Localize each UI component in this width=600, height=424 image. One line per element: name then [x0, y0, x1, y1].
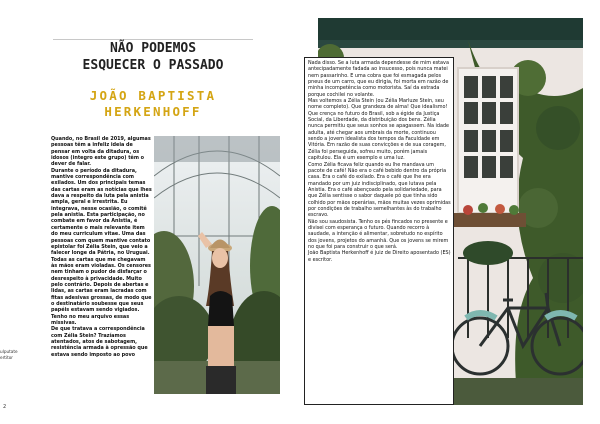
author-bio: João Baptista Herkenhoff é juiz de Direito aposentado (ES) e escritor.: [308, 250, 451, 263]
article-title: NÃO PODEMOS ESQUECER O PASSADO: [82, 41, 224, 73]
paragraph: Nada disso. Se a luta armada dependesse de mim estava antecipadamente fadada ao insucesso, pois nunca matei nem passarinho. E uma cobra que foi esmagada pelos pneus de um carro, que eu dirigia, foi morta em razão de minha incompetência como motorista. Saí da estrada porque cochilei no volante.: [308, 60, 449, 98]
paragraph: Todas as cartas que me chegavam às mãos eram violadas. Os censores nem tinham o pudor de disfarçar o desrespeito à privacidade. Muito pelo contrário. Depois de abertas e lidas, as cartas eram lacradas com fitas adesivas grossas, de modo que o destinatário soubesse que seus papéis estavam sendo vigiados. Tenho no meu arquivo essas missivas.: [51, 256, 152, 326]
greenhouse-illustration: [154, 136, 280, 394]
paragraph: Quando, no Brasil de 2019, algumas pessoas têm a infeliz ideia de pensar em volta da ditadura, os idosos (integro este grupo) têm o dever de falar.: [51, 136, 151, 168]
right-text-box: [304, 57, 454, 405]
paragraph: Como Zélia ficava feliz quando eu lhe mandava um pacote de café! Não era o café bebido dentro da própria casa. Era o café do exilado. Era o café que lhe era mandado por um juiz indisciplinado, que lutava pela Anistia. Era o café abençoado pela solidariedade, para que Zélia sentisse o sabor daquele pó que tinha sido colhido por mãos operárias, mãos muitas vezes oprimidas por condições de trabalho semelhantes às do trabalho escravo.: [308, 161, 451, 219]
paragraph: Mas voltemos a Zélia Stein (ou Zélia Marluze Stein, seu nome completo). Que grandeza de alma! Que idealismo! Que crença no futuro do Brasil, sob a égide da Justiça Social, da Liberdade, da distribuição dos bens. Zélia nunca permitiu que seus sonhos se apagassem. Na idade adulta, até chegar aos umbrais da morte, continuou sendo a jovem idealista dos tempos da Faculdade em Vitória. Em razão de suas convicções e de sua coragem, Zélia foi perseguida, sofreu muito, porém jamais capitulou. Ela é um exemplo e uma luz.: [308, 98, 450, 162]
page-number: 2: [3, 404, 7, 410]
paragraph: Durante o período da ditadura, mantive correspondência com exilados. Um dos principais temas das cartas eram as notícias que lhes dava a respeito da luta pela anistia ampla, geral e irrestrita. Eu integrava, nesse ocasião, o comitê pela anistia. Esta participação, no combate em favor da Anistia, é certamente o mais relevante item do meu curriculum vitae. Uma das pessoas com quem mantive contato epistolar foi Zélia Stein, que veio a falecer longe da Pátria, no Uruguai.: [51, 167, 152, 257]
left-text-column: [51, 136, 152, 396]
article-author: JOÃO BAPTISTA HERKENHOFF: [89, 88, 217, 119]
paragraph: Não sou saudosista. Tenho os pés fincados no presente e divisei com esperança o futuro. Quando recorro à saudade, a intenção é alimentar, sobretudo no espírito dos jovens, projetos do amanhã. Que os jovens se mirem no que foi para construir o que será.: [308, 218, 449, 250]
margin-note: ulputate ertitor: [0, 349, 18, 360]
greenhouse-photo: [154, 136, 280, 394]
paragraph: De que tratava a correspondência com Zélia Stein? Trazíamos atentados, atos de sabotagem, resistência armada à opressão que estava sendo imposto ao povo: [51, 326, 148, 358]
